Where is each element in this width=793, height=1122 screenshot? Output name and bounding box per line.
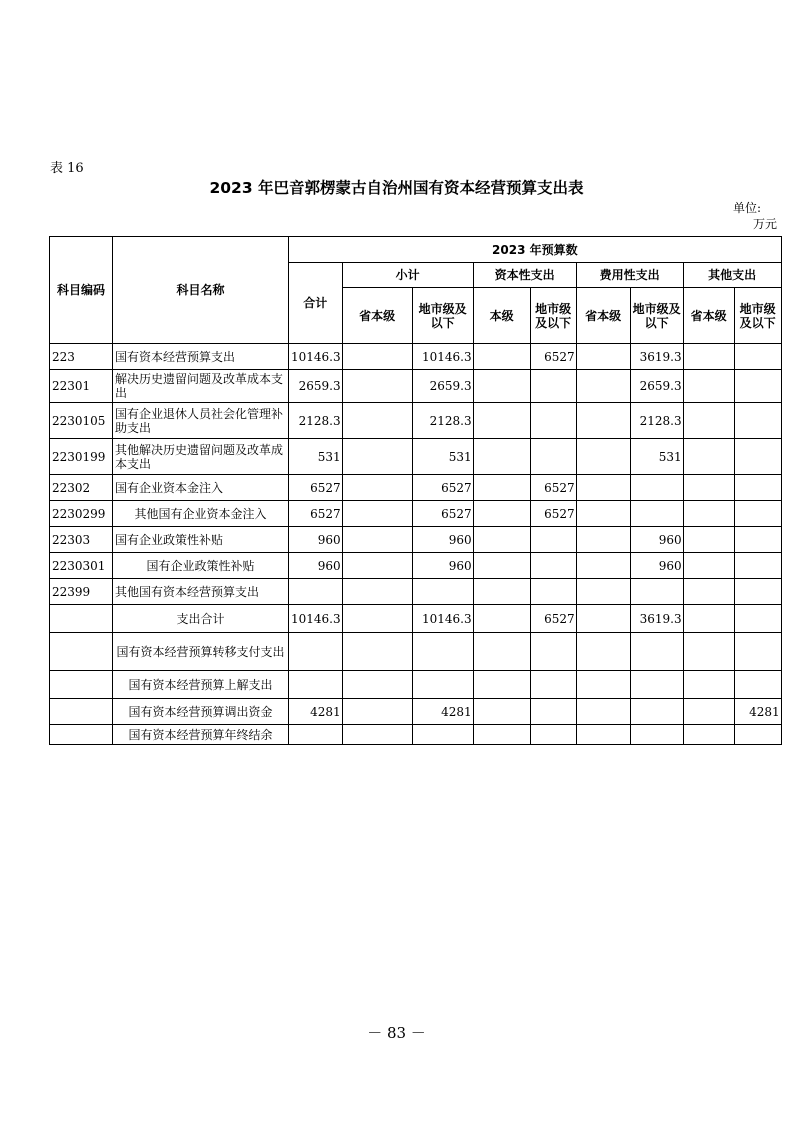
- cell-code: [50, 671, 113, 699]
- cell-oth-province: [683, 370, 734, 403]
- cell-exp-local: 3619.3: [630, 605, 683, 633]
- cell-name: 其他解决历史遗留问题及改革成本支出: [113, 439, 289, 475]
- cell-oth-local: [734, 527, 781, 553]
- cell-name: 国有资本经营预算调出资金: [113, 699, 289, 725]
- cell-total: 10146.3: [289, 605, 343, 633]
- cell-cap-province: [473, 699, 530, 725]
- cell-exp-local: [630, 475, 683, 501]
- cell-code: 22303: [50, 527, 113, 553]
- cell-sub-province: [342, 725, 412, 745]
- cell-cap-province: [473, 671, 530, 699]
- cell-exp-province: [576, 579, 630, 605]
- cell-oth-local: [734, 605, 781, 633]
- cell-cap-local: [530, 527, 576, 553]
- page-title: 2023 年巴音郭楞蒙古自治州国有资本经营预算支出表: [209, 179, 584, 197]
- cell-code: 2230199: [50, 439, 113, 475]
- header-exp-local: 地市级及以下: [630, 288, 683, 344]
- cell-exp-province: [576, 344, 630, 370]
- cell-exp-province: [576, 403, 630, 439]
- cell-oth-province: [683, 527, 734, 553]
- header-cap-province: 本级: [473, 288, 530, 344]
- cell-name: 其他国有资本经营预算支出: [113, 579, 289, 605]
- table-row: [50, 370, 782, 403]
- cell-cap-province: [473, 527, 530, 553]
- cell-sub-province: [342, 501, 412, 527]
- cell-total: 10146.3: [289, 344, 343, 370]
- cell-oth-province: [683, 553, 734, 579]
- cell-oth-local: [734, 403, 781, 439]
- cell-cap-province: [473, 725, 530, 745]
- cell-sub-local: 2128.3: [412, 403, 473, 439]
- cell-cap-local: 6527: [530, 475, 576, 501]
- cell-cap-local: 6527: [530, 344, 576, 370]
- cell-total: 4281: [289, 699, 343, 725]
- cell-exp-province: [576, 725, 630, 745]
- cell-exp-province: [576, 699, 630, 725]
- header-other: 其他支出: [683, 263, 781, 288]
- cell-name: 国有企业退休人员社会化管理补助支出: [113, 403, 289, 439]
- cell-sub-province: [342, 553, 412, 579]
- cell-name: 国有资本经营预算上解支出: [113, 671, 289, 699]
- cell-total: [289, 579, 343, 605]
- cell-cap-local: [530, 439, 576, 475]
- budget-table: [49, 236, 782, 745]
- cell-code: [50, 725, 113, 745]
- cell-code: 223: [50, 344, 113, 370]
- cell-cap-province: [473, 501, 530, 527]
- cell-cap-local: [530, 699, 576, 725]
- cell-exp-province: [576, 553, 630, 579]
- cell-oth-province: [683, 403, 734, 439]
- header-exp-province: 省本级: [576, 288, 630, 344]
- cell-code: 2230299: [50, 501, 113, 527]
- cell-sub-province: [342, 605, 412, 633]
- cell-cap-local: [530, 633, 576, 671]
- table-row: [50, 403, 782, 439]
- cell-cap-local: [530, 671, 576, 699]
- unit-label-line1: 单位:: [733, 201, 762, 215]
- table-label: 表 16: [50, 161, 84, 176]
- cell-exp-province: [576, 633, 630, 671]
- cell-exp-province: [576, 475, 630, 501]
- cell-oth-local: 4281: [734, 699, 781, 725]
- cell-exp-local: 531: [630, 439, 683, 475]
- cell-name: 国有资本经营预算转移支付支出: [113, 633, 289, 671]
- cell-sub-province: [342, 344, 412, 370]
- cell-code: [50, 699, 113, 725]
- cell-code: 2230301: [50, 553, 113, 579]
- cell-oth-province: [683, 579, 734, 605]
- cell-cap-local: 6527: [530, 501, 576, 527]
- cell-sub-province: [342, 370, 412, 403]
- header-total: 合计: [289, 263, 343, 344]
- cell-sub-local: 6527: [412, 501, 473, 527]
- header-subtotal: 小计: [342, 263, 473, 288]
- cell-oth-local: [734, 439, 781, 475]
- cell-code: 2230105: [50, 403, 113, 439]
- cell-exp-local: [630, 671, 683, 699]
- cell-oth-local: [734, 579, 781, 605]
- cell-oth-local: [734, 501, 781, 527]
- cell-sub-local: 531: [412, 439, 473, 475]
- header-oth-local: 地市级及以下: [734, 288, 781, 344]
- header-oth-province: 省本级: [683, 288, 734, 344]
- cell-sub-province: [342, 475, 412, 501]
- cell-code: 22399: [50, 579, 113, 605]
- cell-cap-province: [473, 553, 530, 579]
- cell-name: 国有资本经营预算年终结余: [113, 725, 289, 745]
- cell-oth-local: [734, 671, 781, 699]
- table-row: [50, 633, 782, 671]
- cell-total: 2659.3: [289, 370, 343, 403]
- cell-sub-local: 6527: [412, 475, 473, 501]
- cell-exp-local: 2128.3: [630, 403, 683, 439]
- cell-exp-local: 2659.3: [630, 370, 683, 403]
- cell-oth-local: [734, 370, 781, 403]
- cell-cap-province: [473, 579, 530, 605]
- cell-code: 22302: [50, 475, 113, 501]
- cell-total: 6527: [289, 501, 343, 527]
- cell-total: 531: [289, 439, 343, 475]
- table-row: [50, 605, 782, 633]
- cell-exp-local: [630, 699, 683, 725]
- cell-cap-local: 6527: [530, 605, 576, 633]
- header-sub-local: 地市级及以下: [412, 288, 473, 344]
- cell-sub-province: [342, 579, 412, 605]
- cell-exp-local: [630, 633, 683, 671]
- cell-sub-local: [412, 633, 473, 671]
- cell-cap-province: [473, 370, 530, 403]
- cell-cap-local: [530, 725, 576, 745]
- cell-cap-province: [473, 439, 530, 475]
- cell-cap-province: [473, 605, 530, 633]
- cell-total: 2128.3: [289, 403, 343, 439]
- cell-exp-local: [630, 725, 683, 745]
- unit-label: [733, 200, 777, 232]
- table-row: [50, 671, 782, 699]
- cell-exp-province: [576, 501, 630, 527]
- cell-oth-province: [683, 725, 734, 745]
- cell-oth-province: [683, 671, 734, 699]
- cell-total: [289, 671, 343, 699]
- cell-exp-local: 960: [630, 553, 683, 579]
- cell-sub-local: 960: [412, 527, 473, 553]
- cell-exp-local: 960: [630, 527, 683, 553]
- cell-oth-local: [734, 553, 781, 579]
- table-row: [50, 439, 782, 475]
- cell-exp-province: [576, 439, 630, 475]
- cell-cap-province: [473, 344, 530, 370]
- cell-name: 国有资本经营预算支出: [113, 344, 289, 370]
- cell-sub-local: 10146.3: [412, 605, 473, 633]
- cell-sub-local: 2659.3: [412, 370, 473, 403]
- cell-name: 其他国有企业资本金注入: [113, 501, 289, 527]
- table-row: [50, 344, 782, 370]
- header-sub-province: 省本级: [342, 288, 412, 344]
- cell-oth-province: [683, 633, 734, 671]
- cell-name: 支出合计: [113, 605, 289, 633]
- cell-cap-local: [530, 403, 576, 439]
- table-row: [50, 553, 782, 579]
- cell-total: 960: [289, 527, 343, 553]
- cell-oth-province: [683, 439, 734, 475]
- header-code: 科目编码: [50, 237, 113, 344]
- header-expense: 费用性支出: [576, 263, 683, 288]
- cell-oth-province: [683, 699, 734, 725]
- cell-total: 960: [289, 553, 343, 579]
- cell-cap-province: [473, 403, 530, 439]
- cell-oth-province: [683, 344, 734, 370]
- cell-sub-local: 10146.3: [412, 344, 473, 370]
- cell-sub-province: [342, 403, 412, 439]
- cell-exp-province: [576, 671, 630, 699]
- cell-name: 国有企业政策性补贴: [113, 527, 289, 553]
- cell-sub-local: 4281: [412, 699, 473, 725]
- cell-code: [50, 633, 113, 671]
- cell-sub-province: [342, 671, 412, 699]
- cell-exp-province: [576, 605, 630, 633]
- header-cap-local: 地市级及以下: [530, 288, 576, 344]
- cell-total: [289, 633, 343, 671]
- cell-name: 国有企业政策性补贴: [113, 553, 289, 579]
- cell-oth-province: [683, 475, 734, 501]
- cell-exp-province: [576, 370, 630, 403]
- cell-cap-province: [473, 475, 530, 501]
- cell-code: 22301: [50, 370, 113, 403]
- cell-sub-province: [342, 439, 412, 475]
- cell-code: [50, 605, 113, 633]
- table-row: [50, 527, 782, 553]
- cell-cap-local: [530, 370, 576, 403]
- header-capital: 资本性支出: [473, 263, 576, 288]
- cell-sub-province: [342, 527, 412, 553]
- unit-label-line2: 万元: [752, 217, 777, 231]
- cell-oth-province: [683, 605, 734, 633]
- cell-cap-local: [530, 579, 576, 605]
- header-name: 科目名称: [113, 237, 289, 344]
- table-row: [50, 579, 782, 605]
- cell-sub-province: [342, 699, 412, 725]
- cell-sub-local: [412, 725, 473, 745]
- cell-sub-local: 960: [412, 553, 473, 579]
- cell-exp-local: [630, 579, 683, 605]
- table-row: [50, 725, 782, 745]
- cell-oth-local: [734, 475, 781, 501]
- page-number: － 83 －: [367, 1024, 426, 1042]
- table-row: [50, 475, 782, 501]
- cell-sub-local: [412, 671, 473, 699]
- cell-exp-local: [630, 501, 683, 527]
- cell-name: 国有企业资本金注入: [113, 475, 289, 501]
- cell-oth-local: [734, 633, 781, 671]
- table-row: [50, 699, 782, 725]
- cell-name: 解决历史遗留问题及改革成本支出: [113, 370, 289, 403]
- cell-sub-province: [342, 633, 412, 671]
- table-row: [50, 501, 782, 527]
- cell-oth-local: [734, 725, 781, 745]
- cell-oth-province: [683, 501, 734, 527]
- cell-cap-province: [473, 633, 530, 671]
- cell-exp-province: [576, 527, 630, 553]
- cell-total: [289, 725, 343, 745]
- cell-cap-local: [530, 553, 576, 579]
- header-budget-group: 2023 年预算数: [289, 237, 782, 263]
- cell-sub-local: [412, 579, 473, 605]
- cell-oth-local: [734, 344, 781, 370]
- cell-total: 6527: [289, 475, 343, 501]
- cell-exp-local: 3619.3: [630, 344, 683, 370]
